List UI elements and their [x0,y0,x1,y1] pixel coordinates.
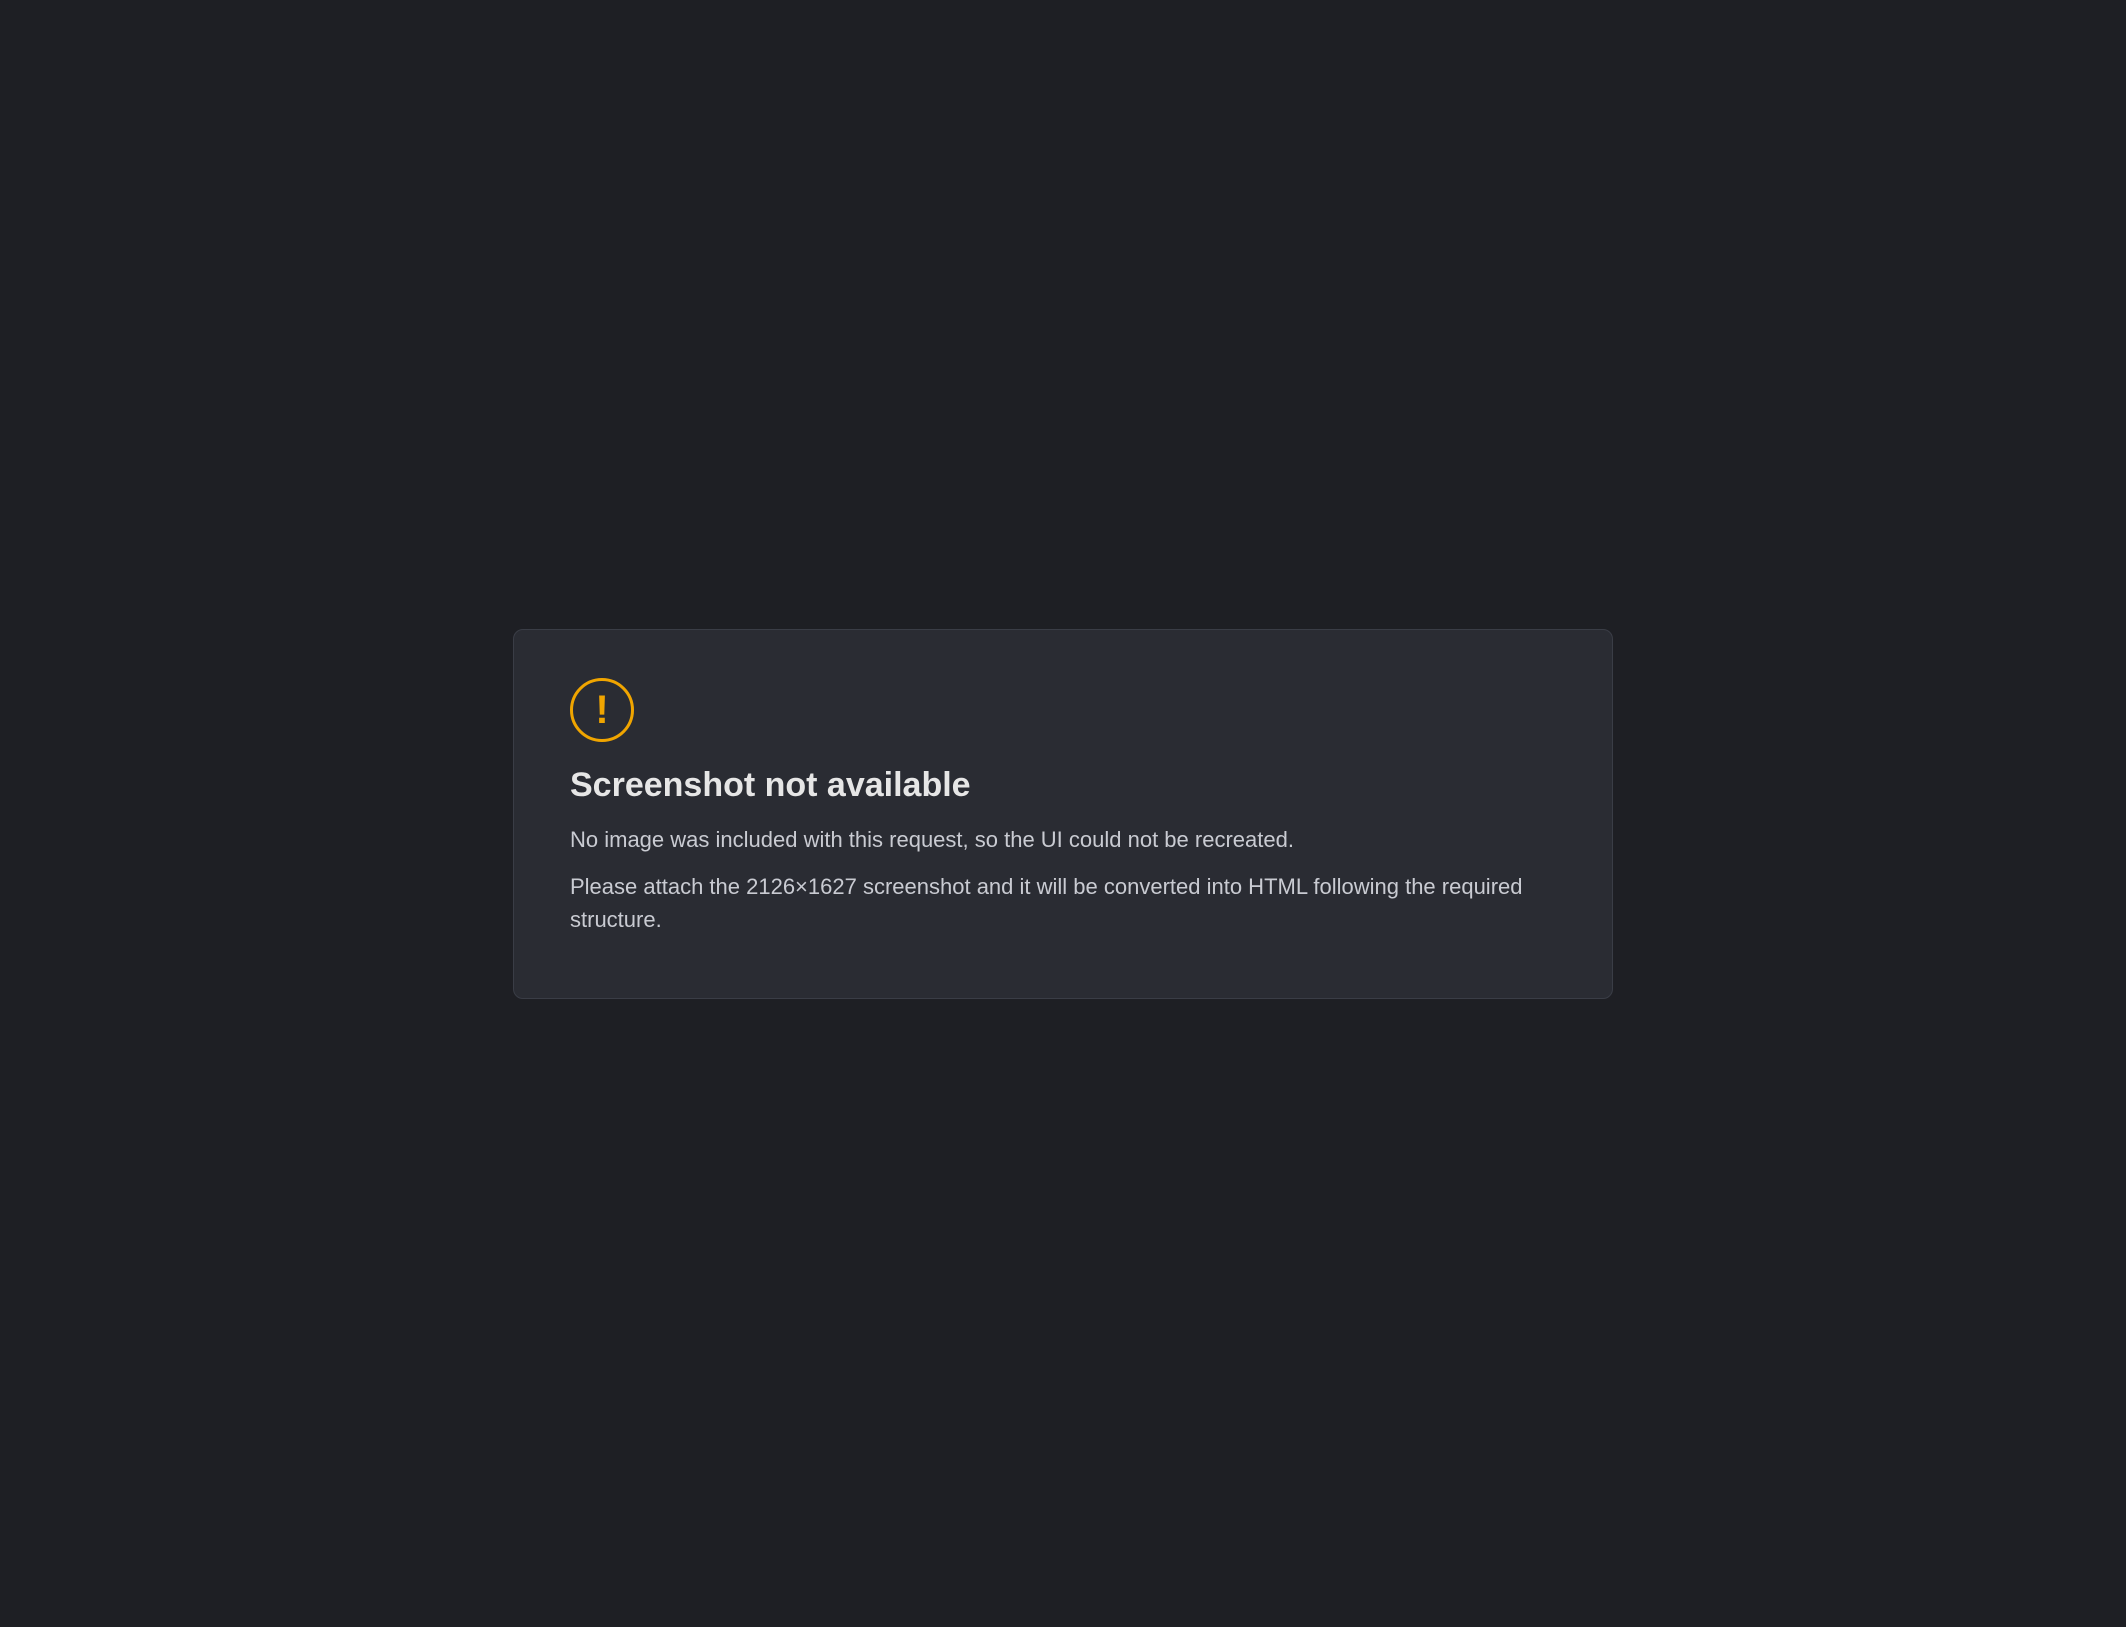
notice-panel [513,629,1613,999]
notice-title: Screenshot not available [570,765,971,804]
notice-line-2: Please attach the 2126×1627 screenshot and it will be converted into HTML following the required structure. [570,873,1523,932]
warning-icon: ! [570,678,634,742]
notice-line-1: No image was included with this request, so the UI could not be recreated. [570,826,1294,852]
